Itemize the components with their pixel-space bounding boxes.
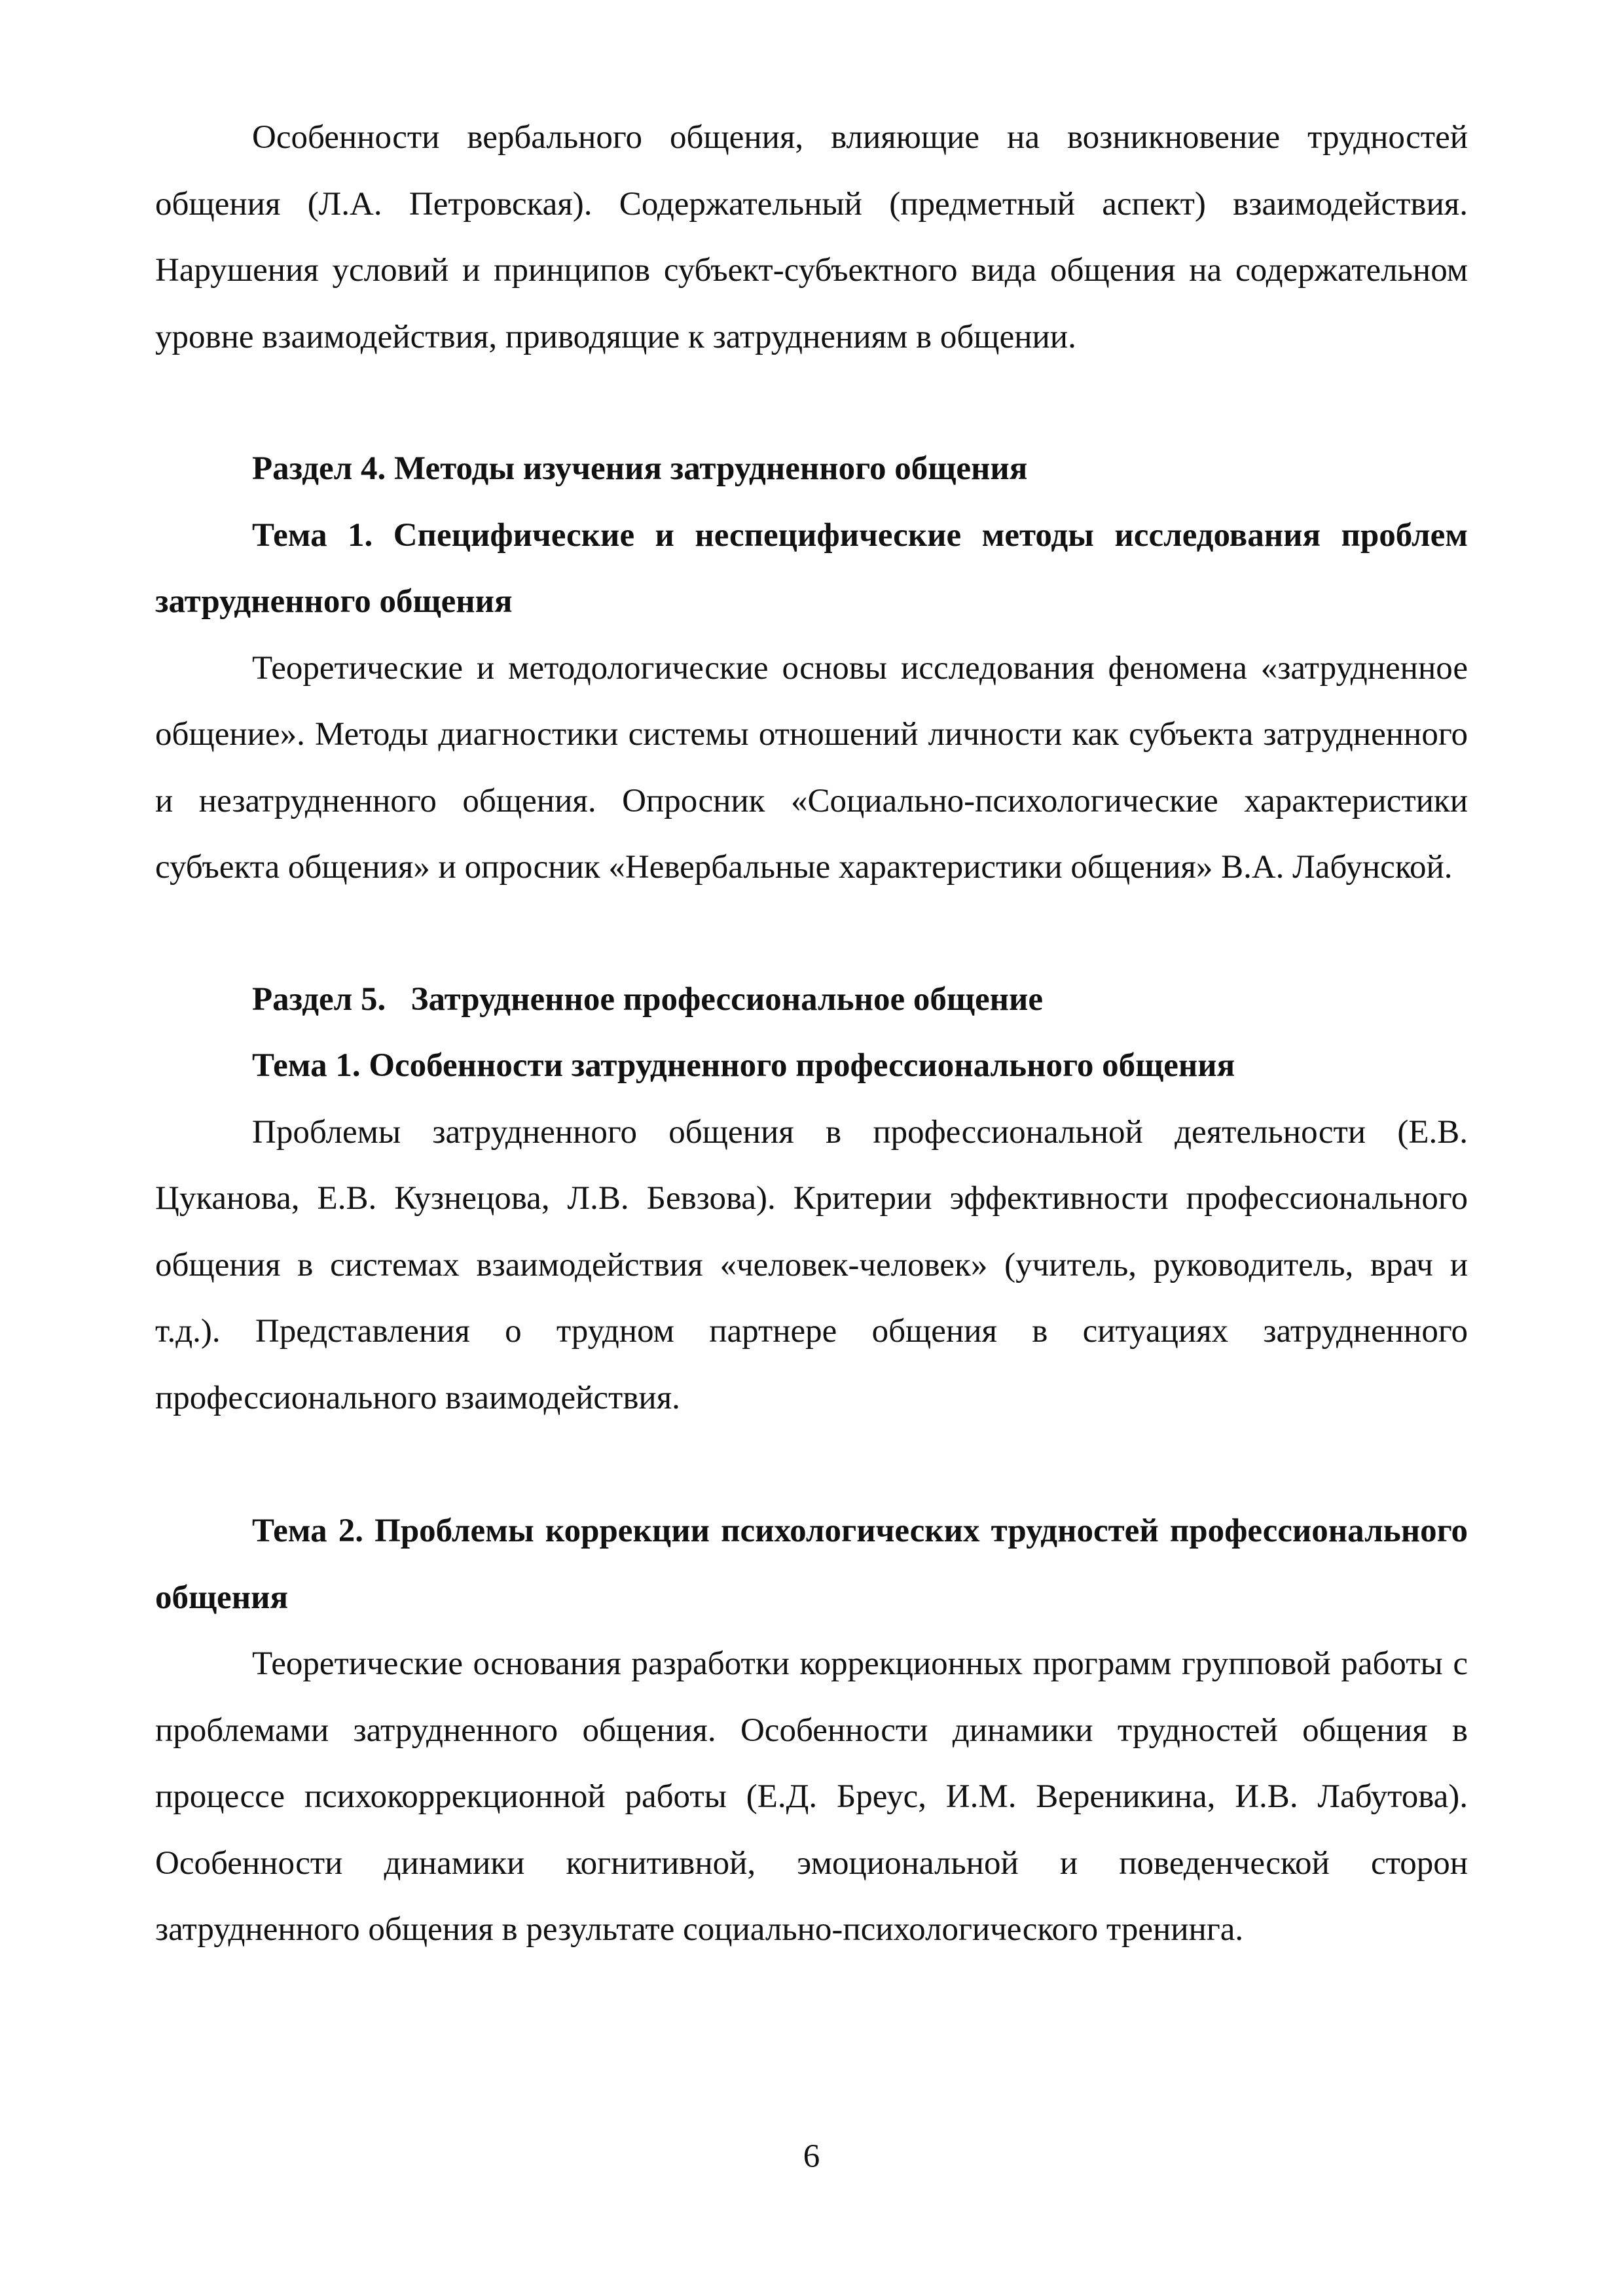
section-5-topic-1-heading: Тема 1. Особенности затрудненного профессионального общения bbox=[252, 1047, 1235, 1084]
section-4-heading: Раздел 4. Методы изучения затрудненного общения bbox=[252, 450, 1028, 487]
paragraph-professional-communication: Проблемы затрудненного общения в профессиональной деятельности (Е.В. Цуканова, Е.В. Кузнецова, Л.В. Бевзова). Критерии эффективности профессионального общения в системах взаимодействия «человек-человек» (учитель, руководитель, врач и т.д.). Представления о трудном партнере общения в ситуациях затрудненного профессионального взаимодействия. bbox=[155, 1113, 1468, 1416]
section-4-topic-1-heading: Тема 1. Специфические и неспецифические методы исследования проблем затрудненного общения bbox=[155, 516, 1468, 620]
section-5-heading: Раздел 5. Затрудненное профессиональное общение bbox=[252, 980, 1043, 1018]
section-5-topic-2-heading: Тема 2. Проблемы коррекции психологических трудностей профессионального общения bbox=[155, 1513, 1468, 1616]
section-spacer bbox=[155, 1431, 1468, 1498]
paragraph-verbal-communication: Особенности вербального общения, влияющие на возникновение трудностей общения (Л.А. Петровская). Содержательный (предметный аспект) взаимодействия. Нарушения условий и принципов субъект-субъектного вида общения на содержательном уровне взаимодействия, приводящие к затруднениям в общении. bbox=[155, 119, 1468, 355]
page-number: 6 bbox=[803, 2138, 820, 2175]
section-spacer bbox=[155, 370, 1468, 436]
paragraph-correction-programs: Теоретические основания разработки коррекционных программ групповой работы с проблемами затрудненного общения. Особенности динамики трудностей общения в процессе психокоррекционной работы (Е.Д. Бреус, И.М. Вереникина, И.В. Лабутова). Особенности динамики когнитивной, эмоциональной и поведенческой сторон затрудненного общения в результате социально-психологического тренинга. bbox=[155, 1645, 1468, 1948]
document-page bbox=[155, 105, 1468, 1964]
paragraph-research-methods: Теоретические и методологические основы исследования феномена «затрудненное общение». Методы диагностики системы отношений личности как субъекта затрудненного и незатрудненного общения. Опросник «Социально-психологические характеристики субъекта общения» и опросник «Невербальные характеристики общения» В.А. Лабунской. bbox=[155, 649, 1468, 886]
section-spacer bbox=[155, 901, 1468, 967]
